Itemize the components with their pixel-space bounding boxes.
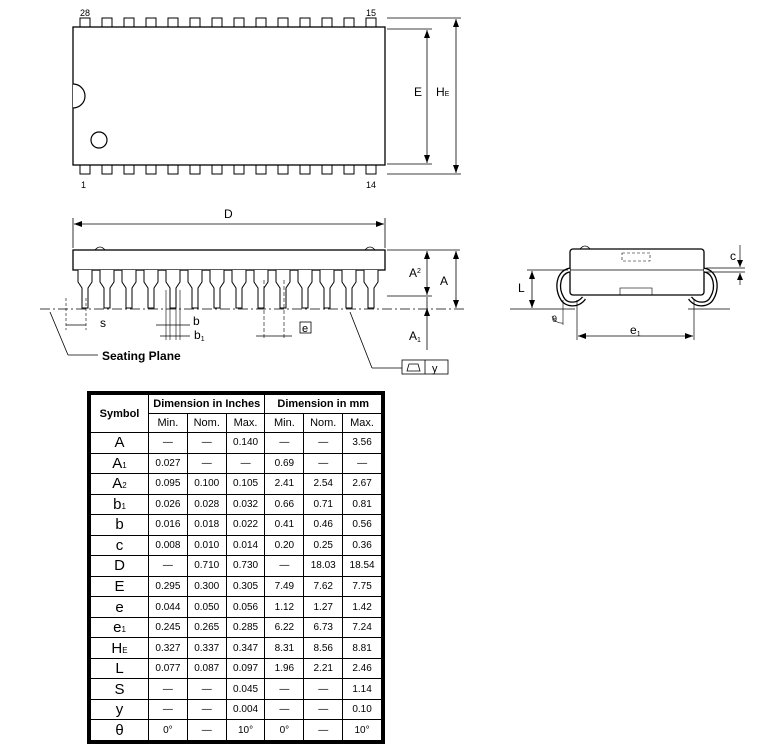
dim-b-label: b <box>193 314 200 328</box>
symbol-cell <box>91 576 149 597</box>
symbol-main: c <box>115 536 124 554</box>
pin-pad <box>212 18 222 27</box>
value-cell: 0.327 <box>149 638 188 659</box>
symbol-main: b <box>115 516 124 534</box>
pin-pad <box>80 18 90 27</box>
side-lead-row <box>78 270 378 308</box>
table-row <box>91 617 382 638</box>
pin-pad <box>124 165 134 174</box>
table-row <box>91 515 382 536</box>
value-cell: 0.018 <box>187 515 226 536</box>
value-cell: 0.20 <box>265 535 304 556</box>
value-cell: 6.22 <box>265 617 304 638</box>
value-cell: 0.81 <box>343 494 382 515</box>
end-view <box>510 245 745 340</box>
dim-e-label: E <box>414 85 423 99</box>
package-body-top <box>73 27 385 165</box>
value-cell: 0.305 <box>226 576 265 597</box>
value-cell: 0.10 <box>343 699 382 720</box>
side-lead <box>100 270 114 308</box>
dim-e-pitch-label: e <box>302 323 309 335</box>
value-cell: — <box>149 556 188 577</box>
value-cell: 0.095 <box>149 474 188 495</box>
value-cell: 0.050 <box>187 597 226 618</box>
value-cell: 7.49 <box>265 576 304 597</box>
symbol-cell <box>91 617 149 638</box>
table-row <box>91 576 382 597</box>
symbol-cell <box>91 699 149 720</box>
symbol-subscript: 1 <box>122 460 127 470</box>
side-lead <box>144 270 158 308</box>
pin-pad <box>366 18 376 27</box>
subheader-cell: Min. <box>265 414 304 433</box>
symbol-cell <box>91 638 149 659</box>
table-row <box>91 699 382 720</box>
value-cell: 0.077 <box>149 658 188 679</box>
side-lead <box>122 270 136 308</box>
dim-a2-label: $A^2$ <box>409 266 421 280</box>
pin-pad <box>234 18 244 27</box>
pin-1-label: 1 <box>81 180 87 190</box>
dim-l-label: L <box>518 281 525 295</box>
table-row <box>91 679 382 700</box>
symbol-subscript: 1 <box>121 501 126 511</box>
value-cell: 10° <box>226 720 265 741</box>
pin-28-label: 28 <box>80 8 91 18</box>
value-cell: 18.54 <box>343 556 382 577</box>
dim-theta-label: θ <box>552 314 558 324</box>
pin-pad <box>344 165 354 174</box>
pin-pad <box>322 165 332 174</box>
value-cell: — <box>149 679 188 700</box>
dim-a1-label: A1 <box>409 329 421 344</box>
side-lead <box>320 270 334 308</box>
value-cell: 0.56 <box>343 515 382 536</box>
value-cell: 7.62 <box>304 576 343 597</box>
value-cell: — <box>265 699 304 720</box>
value-cell: 0.014 <box>226 535 265 556</box>
symbol-cell <box>91 679 149 700</box>
subheader-cell: Max. <box>226 414 265 433</box>
value-cell: 0.71 <box>304 494 343 515</box>
value-cell: 0.016 <box>149 515 188 536</box>
symbol-cell <box>91 474 149 495</box>
dim-he-label: HE <box>436 85 450 99</box>
symbol-cell <box>91 720 149 741</box>
dim-c-label: c <box>730 249 736 263</box>
value-cell: 8.56 <box>304 638 343 659</box>
value-cell: 0.730 <box>226 556 265 577</box>
value-cell: 0.285 <box>226 617 265 638</box>
value-cell: 0.36 <box>343 535 382 556</box>
subheader-cell: Nom. <box>187 414 226 433</box>
pin-pad <box>256 165 266 174</box>
value-cell: — <box>304 679 343 700</box>
side-lead <box>232 270 246 308</box>
side-lead <box>166 270 180 308</box>
value-cell: 0.045 <box>226 679 265 700</box>
value-cell: — <box>343 453 382 474</box>
pin-pad <box>146 18 156 27</box>
value-cell: — <box>187 720 226 741</box>
value-cell: 0.41 <box>265 515 304 536</box>
pin-pad <box>278 18 288 27</box>
value-cell: 2.21 <box>304 658 343 679</box>
pin-pad <box>366 165 376 174</box>
seating-plane-label: Seating Plane <box>102 349 181 363</box>
pin-pad <box>190 165 200 174</box>
value-cell: 0.100 <box>187 474 226 495</box>
value-cell: 1.42 <box>343 597 382 618</box>
value-cell: 0.087 <box>187 658 226 679</box>
value-cell: 1.27 <box>304 597 343 618</box>
value-cell: 0.044 <box>149 597 188 618</box>
value-cell: 0.027 <box>149 453 188 474</box>
value-cell: 0.69 <box>265 453 304 474</box>
symbol-subscript: 1 <box>121 625 126 635</box>
pin-pad <box>234 165 244 174</box>
pin-pad <box>300 18 310 27</box>
symbol-cell <box>91 556 149 577</box>
value-cell: 0° <box>265 720 304 741</box>
header-symbol: Symbol <box>91 395 149 433</box>
pin-pad <box>102 165 112 174</box>
value-cell: 0.245 <box>149 617 188 638</box>
dim-s-label: s <box>100 316 106 330</box>
symbol-cell <box>91 597 149 618</box>
side-lead <box>188 270 202 308</box>
value-cell: 2.67 <box>343 474 382 495</box>
value-cell: — <box>265 679 304 700</box>
value-cell: 2.54 <box>304 474 343 495</box>
symbol-main: θ <box>115 721 124 739</box>
value-cell: 0.66 <box>265 494 304 515</box>
symbol-main: A <box>112 454 123 472</box>
pin-pad <box>146 165 156 174</box>
symbol-cell <box>91 433 149 454</box>
value-cell: — <box>149 699 188 720</box>
symbol-main: L <box>115 660 124 678</box>
value-cell: — <box>226 453 265 474</box>
value-cell: — <box>187 453 226 474</box>
symbol-cell <box>91 535 149 556</box>
pin-pad <box>300 165 310 174</box>
side-lead <box>342 270 356 308</box>
value-cell: 0.25 <box>304 535 343 556</box>
pin-pad <box>168 18 178 27</box>
value-cell: — <box>149 433 188 454</box>
side-lead <box>254 270 268 308</box>
pin-pad <box>102 18 112 27</box>
side-lead <box>210 270 224 308</box>
pin-pad <box>190 18 200 27</box>
value-cell: — <box>304 720 343 741</box>
pin-15-label: 15 <box>366 8 377 18</box>
pin-14-label: 14 <box>366 180 377 190</box>
value-cell: 0.004 <box>226 699 265 720</box>
table-row <box>91 720 382 741</box>
pin-pad <box>322 18 332 27</box>
value-cell: 0.032 <box>226 494 265 515</box>
dimension-table <box>87 391 385 744</box>
symbol-main: A <box>114 434 125 452</box>
pin-pad <box>256 18 266 27</box>
value-cell: — <box>265 556 304 577</box>
symbol-main: A <box>112 475 123 493</box>
table-row <box>91 638 382 659</box>
pin-pad <box>80 165 90 174</box>
table-row <box>91 494 382 515</box>
value-cell: 0.140 <box>226 433 265 454</box>
value-cell: 1.12 <box>265 597 304 618</box>
table-row <box>91 658 382 679</box>
value-cell: 0.46 <box>304 515 343 536</box>
value-cell: 2.41 <box>265 474 304 495</box>
value-cell: 0.097 <box>226 658 265 679</box>
value-cell: 0.347 <box>226 638 265 659</box>
symbol-cell <box>91 494 149 515</box>
pin-pad <box>278 165 288 174</box>
value-cell: 8.81 <box>343 638 382 659</box>
value-cell: 6.73 <box>304 617 343 638</box>
value-cell: 0.010 <box>187 535 226 556</box>
value-cell: 0.105 <box>226 474 265 495</box>
value-cell: 3.56 <box>343 433 382 454</box>
dim-b1-label: b1 <box>194 328 205 343</box>
symbol-main: e <box>115 598 124 616</box>
table-row <box>91 535 382 556</box>
value-cell: — <box>187 699 226 720</box>
coplanarity-label: y <box>432 363 438 375</box>
value-cell: — <box>304 453 343 474</box>
symbol-subscript: 2 <box>122 481 127 491</box>
side-lead <box>364 270 378 308</box>
value-cell: 0.710 <box>187 556 226 577</box>
side-view <box>40 207 465 375</box>
value-cell: 2.46 <box>343 658 382 679</box>
table-row <box>91 433 382 454</box>
value-cell: 0.026 <box>149 494 188 515</box>
table-row <box>91 474 382 495</box>
side-lead <box>298 270 312 308</box>
value-cell: 0.337 <box>187 638 226 659</box>
top-view <box>73 8 461 190</box>
value-cell: — <box>304 699 343 720</box>
value-cell: 0.056 <box>226 597 265 618</box>
value-cell: 0.295 <box>149 576 188 597</box>
value-cell: 1.96 <box>265 658 304 679</box>
subheader-cell: Max. <box>343 414 382 433</box>
value-cell: — <box>187 433 226 454</box>
symbol-cell <box>91 658 149 679</box>
dim-a-label: A <box>440 274 449 288</box>
dim-d-label: D <box>224 207 233 221</box>
subheader-cell: Nom. <box>304 414 343 433</box>
symbol-main: E <box>114 577 125 595</box>
side-lead <box>78 270 92 308</box>
value-cell: — <box>304 433 343 454</box>
symbol-main: e <box>113 619 122 637</box>
subheader-cell: Min. <box>149 414 188 433</box>
symbol-main: D <box>114 557 125 575</box>
value-cell: 8.31 <box>265 638 304 659</box>
value-cell: 18.03 <box>304 556 343 577</box>
value-cell: 1.14 <box>343 679 382 700</box>
dim-e1-label: e1 <box>630 323 641 338</box>
symbol-main: H <box>111 639 123 657</box>
top-pin-row-upper <box>80 18 376 27</box>
table-row <box>91 556 382 577</box>
value-cell: 7.24 <box>343 617 382 638</box>
header-inches: Dimension in Inches <box>149 395 265 414</box>
symbol-subscript: E <box>122 645 128 655</box>
value-cell: 10° <box>343 720 382 741</box>
table-row <box>91 597 382 618</box>
package-body-side <box>73 250 385 270</box>
symbol-main: b <box>113 495 122 513</box>
pin-pad <box>168 165 178 174</box>
value-cell: 0.008 <box>149 535 188 556</box>
pin-pad <box>344 18 354 27</box>
symbol-cell <box>91 515 149 536</box>
symbol-main: y <box>115 701 124 719</box>
value-cell: 0.300 <box>187 576 226 597</box>
value-cell: 0.028 <box>187 494 226 515</box>
value-cell: 7.75 <box>343 576 382 597</box>
value-cell: — <box>187 679 226 700</box>
top-pin-row-lower <box>80 165 376 174</box>
table-row <box>91 453 382 474</box>
symbol-cell <box>91 453 149 474</box>
pin1-dot <box>91 132 107 148</box>
value-cell: 0.022 <box>226 515 265 536</box>
value-cell: 0° <box>149 720 188 741</box>
side-lead <box>276 270 290 308</box>
value-cell: — <box>265 433 304 454</box>
symbol-main: S <box>114 680 125 698</box>
pin-pad <box>212 165 222 174</box>
value-cell: 0.265 <box>187 617 226 638</box>
pin-pad <box>124 18 134 27</box>
header-mm: Dimension in mm <box>265 395 382 414</box>
